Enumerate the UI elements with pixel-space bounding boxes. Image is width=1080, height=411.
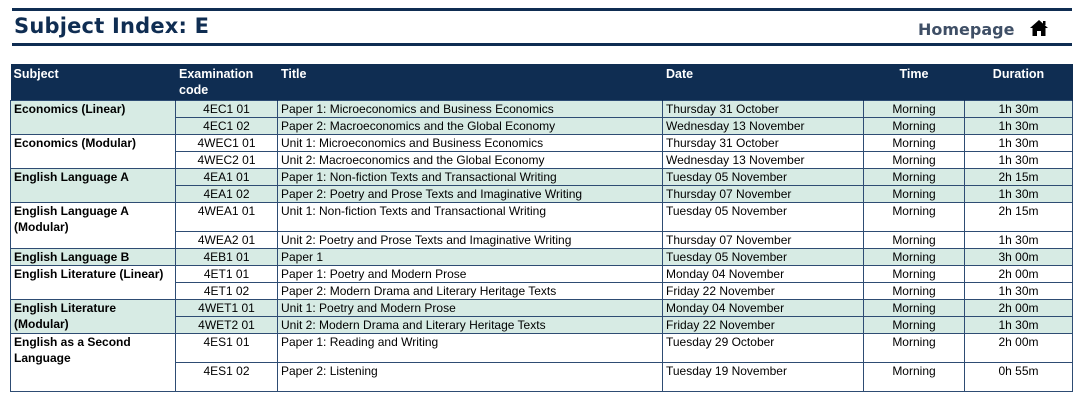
duration-cell: 0h 55m (965, 363, 1073, 392)
code-cell: 4WEC1 01 (176, 135, 278, 152)
title-cell: Unit 2: Poetry and Prose Texts and Imaginative Writing (278, 232, 663, 249)
code-cell: 4EA1 01 (176, 169, 278, 186)
col-header-time: Time (864, 64, 965, 101)
col-header-duration: Duration (965, 64, 1073, 101)
time-cell: Morning (864, 232, 965, 249)
title-cell: Unit 1: Microeconomics and Business Economics (278, 135, 663, 152)
code-cell: 4WEC2 01 (176, 152, 278, 169)
title-cell: Paper 1: Poetry and Modern Prose (278, 266, 663, 283)
time-cell: Morning (864, 203, 965, 232)
code-cell: 4WET2 01 (176, 317, 278, 334)
code-cell: 4ES1 02 (176, 363, 278, 392)
title-cell: Paper 1 (278, 249, 663, 266)
time-cell: Morning (864, 317, 965, 334)
code-cell: 4ET1 01 (176, 266, 278, 283)
table-row (11, 249, 1073, 266)
title-cell: Unit 2: Modern Drama and Literary Heritage Texts (278, 317, 663, 334)
duration-cell: 1h 30m (965, 135, 1073, 152)
title-cell: Unit 1: Non-fiction Texts and Transactional Writing (278, 203, 663, 232)
date-cell: Friday 22 November (663, 283, 864, 300)
table-row (11, 135, 1073, 152)
date-cell: Tuesday 05 November (663, 169, 864, 186)
subject-cell: English as a Second Language (11, 334, 176, 392)
subject-cell: English Literature (Linear) (11, 266, 176, 300)
time-cell: Morning (864, 334, 965, 363)
time-cell: Morning (864, 118, 965, 135)
code-cell: 4ES1 01 (176, 334, 278, 363)
time-cell: Morning (864, 283, 965, 300)
header-bottom-rule (12, 43, 1072, 46)
title-cell: Paper 2: Poetry and Prose Texts and Imaginative Writing (278, 186, 663, 203)
subject-cell: Economics (Modular) (11, 135, 176, 169)
date-cell: Thursday 31 October (663, 101, 864, 118)
date-cell: Monday 04 November (663, 266, 864, 283)
subject-cell: Economics (Linear) (11, 101, 176, 135)
duration-cell: 1h 30m (965, 232, 1073, 249)
page-title: Subject Index: E (14, 14, 210, 38)
duration-cell: 3h 00m (965, 249, 1073, 266)
time-cell: Morning (864, 152, 965, 169)
homepage-link[interactable]: Homepage (918, 20, 1015, 39)
duration-cell: 1h 30m (965, 186, 1073, 203)
col-header-subject: Subject (11, 64, 176, 101)
code-cell: 4EC1 02 (176, 118, 278, 135)
time-cell: Morning (864, 300, 965, 317)
time-cell: Morning (864, 266, 965, 283)
code-cell: 4WEA1 01 (176, 203, 278, 232)
code-cell: 4EA1 02 (176, 186, 278, 203)
code-cell: 4ET1 02 (176, 283, 278, 300)
date-cell: Tuesday 05 November (663, 203, 864, 232)
time-cell: Morning (864, 135, 965, 152)
duration-cell: 1h 30m (965, 317, 1073, 334)
date-cell: Thursday 31 October (663, 135, 864, 152)
col-header-code: Examination code (176, 64, 278, 101)
duration-cell: 2h 00m (965, 266, 1073, 283)
table-row (11, 169, 1073, 186)
table-row (11, 266, 1073, 283)
date-cell: Monday 04 November (663, 300, 864, 317)
date-cell: Tuesday 19 November (663, 363, 864, 392)
time-cell: Morning (864, 186, 965, 203)
exam-timetable (10, 64, 1073, 392)
subject-cell: English Language A (11, 169, 176, 203)
duration-cell: 2h 15m (965, 169, 1073, 186)
date-cell: Friday 22 November (663, 317, 864, 334)
title-cell: Paper 2: Macroeconomics and the Global Economy (278, 118, 663, 135)
table-row (11, 334, 1073, 363)
duration-cell: 1h 30m (965, 101, 1073, 118)
home-icon[interactable] (1029, 19, 1049, 37)
title-cell: Paper 2: Modern Drama and Literary Heritage Texts (278, 283, 663, 300)
duration-cell: 1h 30m (965, 152, 1073, 169)
date-cell: Thursday 07 November (663, 186, 864, 203)
table-row (11, 203, 1073, 232)
title-cell: Unit 1: Poetry and Modern Prose (278, 300, 663, 317)
time-cell: Morning (864, 101, 965, 118)
time-cell: Morning (864, 249, 965, 266)
col-header-title: Title (278, 64, 663, 101)
header-top-rule (12, 8, 1072, 11)
duration-cell: 2h 15m (965, 203, 1073, 232)
duration-cell: 1h 30m (965, 118, 1073, 135)
title-cell: Paper 1: Non-fiction Texts and Transactional Writing (278, 169, 663, 186)
subject-cell: English Literature (Modular) (11, 300, 176, 334)
duration-cell: 2h 00m (965, 300, 1073, 317)
date-cell: Wednesday 13 November (663, 118, 864, 135)
col-header-date: Date (663, 64, 864, 101)
code-cell: 4EB1 01 (176, 249, 278, 266)
title-cell: Unit 2: Macroeconomics and the Global Economy (278, 152, 663, 169)
date-cell: Tuesday 05 November (663, 249, 864, 266)
title-cell: Paper 2: Listening (278, 363, 663, 392)
date-cell: Thursday 07 November (663, 232, 864, 249)
duration-cell: 1h 30m (965, 283, 1073, 300)
time-cell: Morning (864, 169, 965, 186)
subject-cell: English Language B (11, 249, 176, 266)
date-cell: Tuesday 29 October (663, 334, 864, 363)
duration-cell: 2h 00m (965, 334, 1073, 363)
date-cell: Wednesday 13 November (663, 152, 864, 169)
table-row (11, 101, 1073, 118)
table-row (11, 300, 1073, 317)
title-cell: Paper 1: Reading and Writing (278, 334, 663, 363)
title-cell: Paper 1: Microeconomics and Business Economics (278, 101, 663, 118)
time-cell: Morning (864, 363, 965, 392)
table-header-row (11, 64, 1073, 101)
code-cell: 4EC1 01 (176, 101, 278, 118)
subject-cell: English Language A (Modular) (11, 203, 176, 249)
code-cell: 4WET1 01 (176, 300, 278, 317)
code-cell: 4WEA2 01 (176, 232, 278, 249)
